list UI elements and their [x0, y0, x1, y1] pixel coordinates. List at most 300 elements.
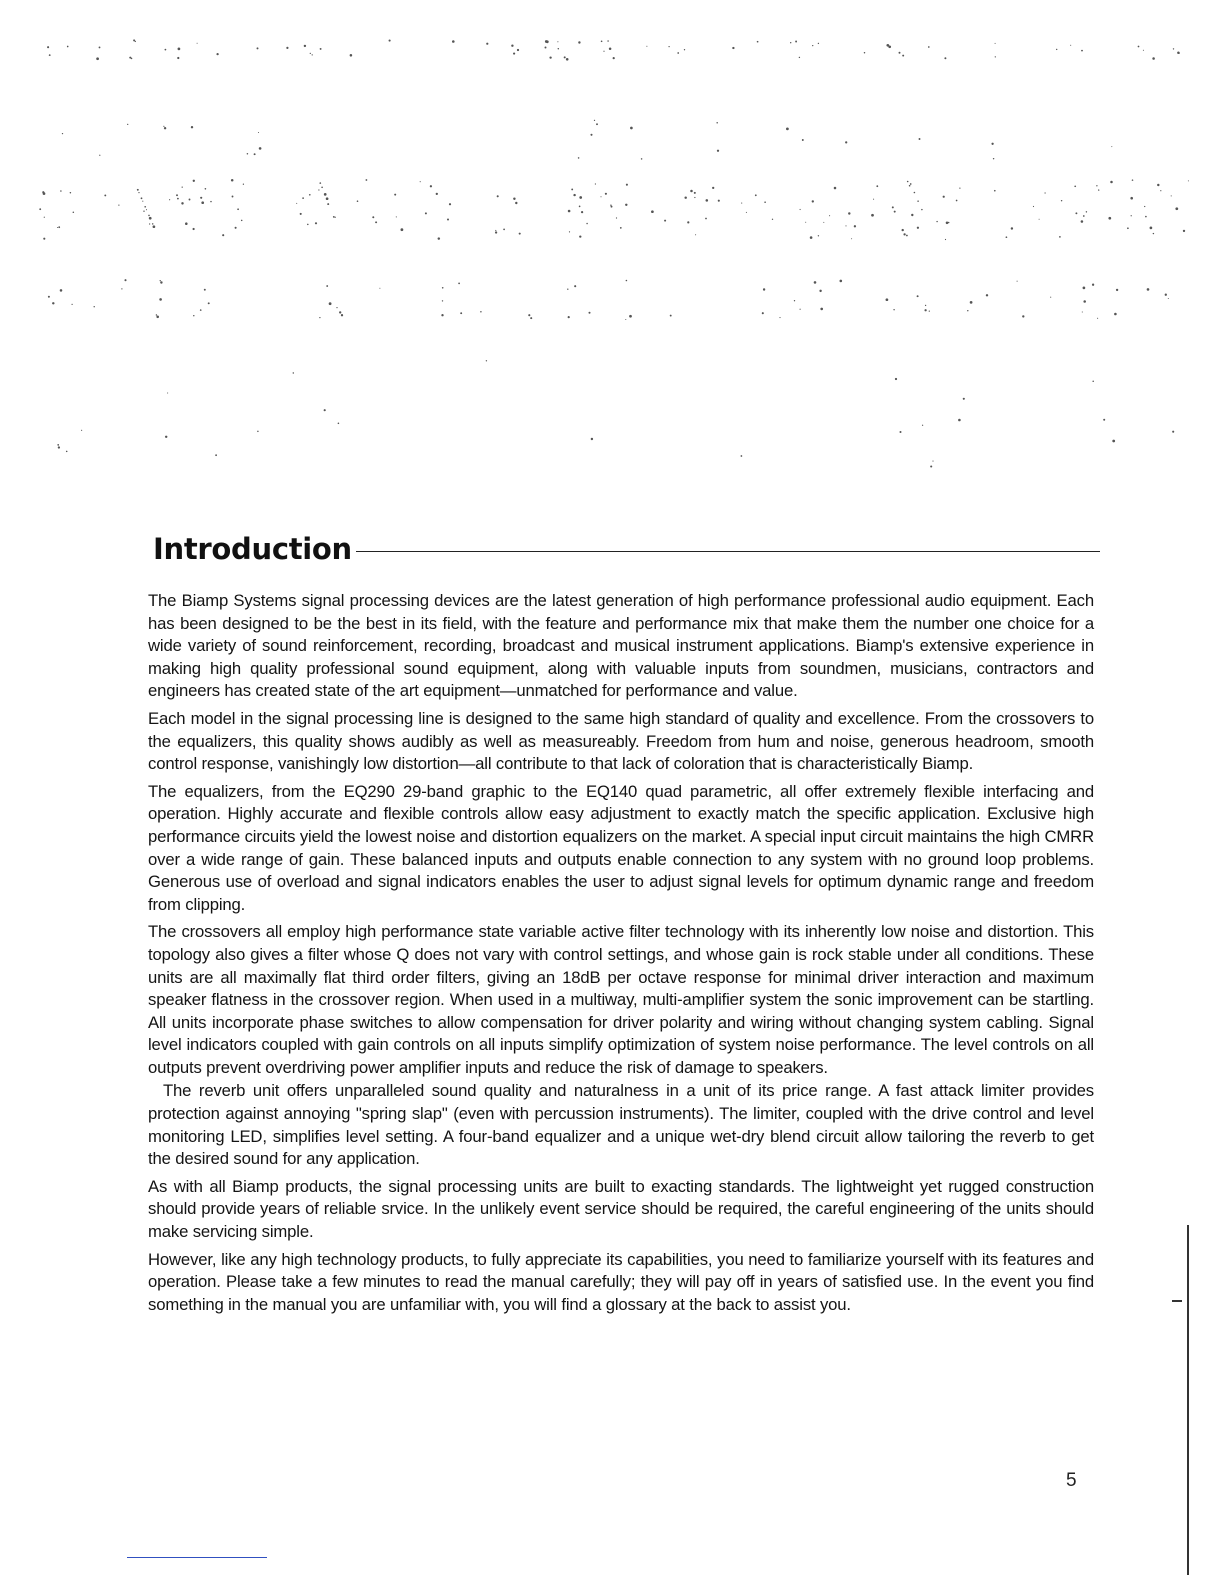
scan-speck — [495, 230, 496, 231]
scan-speck — [144, 206, 146, 208]
scan-speck — [800, 209, 801, 210]
scan-speck — [779, 317, 780, 318]
scan-speck — [651, 210, 654, 213]
scan-speck — [52, 302, 54, 304]
scan-speck — [231, 179, 234, 182]
scan-speck — [1153, 233, 1154, 234]
scan-speck — [591, 438, 593, 440]
scan-speck — [1061, 200, 1062, 201]
scan-speck — [165, 49, 167, 51]
scan-speck — [401, 228, 404, 231]
scan-speck — [630, 127, 633, 130]
scan-speck — [772, 219, 773, 220]
scan-speck — [684, 49, 685, 50]
scan-speck — [594, 120, 595, 121]
scan-speck — [626, 184, 628, 186]
scan-speck — [684, 196, 686, 198]
scan-speck — [595, 183, 596, 184]
scan-speck — [917, 295, 919, 297]
scan-speck — [899, 431, 901, 433]
scan-speck — [919, 138, 921, 140]
scan-speck — [318, 189, 319, 190]
scan-speck — [902, 55, 904, 57]
scan-speck — [741, 203, 742, 204]
margin-scan-line — [1187, 1225, 1189, 1575]
scan-speck — [189, 199, 191, 201]
scan-speck — [1108, 217, 1111, 220]
scan-speck — [1039, 219, 1040, 220]
scan-speck — [67, 46, 69, 48]
scan-speck — [718, 200, 720, 202]
scan-speck — [259, 147, 262, 150]
scan-speck — [519, 233, 521, 235]
scan-speck — [994, 190, 996, 192]
scan-speck — [1172, 431, 1174, 433]
scan-speck — [163, 126, 164, 127]
scan-speck — [802, 139, 804, 141]
scan-speck — [254, 153, 256, 155]
scan-speck — [690, 190, 693, 193]
scan-speck — [928, 46, 930, 48]
scan-speck — [1160, 190, 1161, 191]
scan-speck — [1103, 419, 1105, 421]
scan-speck — [1112, 440, 1115, 443]
scan-speck — [49, 54, 51, 56]
scan-speck — [871, 214, 874, 217]
scan-speck — [812, 200, 814, 202]
scan-speck — [888, 45, 891, 48]
scan-speck — [664, 220, 666, 222]
scan-speck — [932, 461, 933, 462]
scan-speck — [1050, 297, 1051, 298]
scan-speck — [818, 43, 819, 44]
scan-speck — [327, 203, 329, 205]
scan-speck — [118, 205, 119, 206]
scan-speck — [574, 285, 576, 287]
scan-speck — [204, 289, 206, 291]
scan-speck — [845, 141, 847, 143]
scan-speck — [573, 194, 575, 196]
scan-speck — [335, 217, 336, 218]
scan-speck — [894, 211, 896, 213]
scan-speck — [164, 127, 166, 129]
scan-speck — [449, 203, 451, 205]
scan-speck — [922, 425, 923, 426]
scan-speck — [121, 288, 122, 289]
scan-speck — [600, 196, 601, 197]
scan-speck — [911, 214, 913, 216]
scan-speck — [1165, 294, 1167, 296]
scan-speck — [944, 57, 946, 59]
scan-speck — [545, 47, 547, 49]
scan-speck — [794, 300, 795, 301]
scan-speck — [181, 202, 183, 204]
scan-speck — [924, 309, 926, 311]
scan-speck — [169, 199, 170, 200]
scan-speck — [818, 235, 819, 236]
scan-speck — [339, 311, 341, 313]
scan-speck — [232, 196, 234, 198]
scan-speck — [182, 186, 183, 187]
scan-speck — [309, 194, 311, 196]
scan-speck — [581, 211, 583, 213]
scan-speck — [379, 288, 380, 289]
scan-speck — [864, 52, 865, 53]
scan-speck — [569, 231, 570, 232]
scan-speck — [210, 201, 211, 202]
scan-speck — [73, 211, 75, 213]
scan-speck — [810, 236, 813, 239]
scan-speck — [1022, 315, 1024, 317]
scan-speck — [1092, 284, 1094, 286]
body-text — [148, 590, 1094, 1321]
scan-speck — [1111, 146, 1112, 147]
footnote-rule — [127, 1557, 267, 1558]
scan-speck — [1083, 215, 1085, 217]
scan-speck — [578, 157, 580, 159]
scan-speck — [917, 200, 919, 202]
scan-speck — [1081, 50, 1083, 52]
scan-speck — [995, 56, 996, 57]
scan-speck — [365, 179, 367, 181]
scan-speck — [137, 189, 139, 191]
scan-speck — [200, 309, 202, 311]
scan-speck — [47, 46, 49, 48]
scan-speck — [1075, 212, 1077, 214]
scan-speck — [907, 181, 909, 183]
scan-speck — [302, 197, 304, 199]
scan-speck — [193, 228, 195, 230]
scan-speck — [60, 190, 62, 192]
scan-speck — [805, 222, 806, 223]
scan-speck — [607, 40, 609, 42]
scan-speck — [626, 280, 628, 282]
scan-speck — [319, 317, 320, 318]
scan-speck — [160, 281, 162, 283]
scan-speck — [605, 193, 607, 195]
scan-speck — [991, 143, 993, 145]
scan-speck — [956, 200, 958, 202]
scan-speck — [876, 185, 878, 187]
scan-speck — [197, 43, 198, 44]
scan-speck — [819, 290, 821, 292]
scan-speck — [167, 392, 168, 393]
scan-speck — [1017, 281, 1018, 282]
scan-speck — [571, 188, 573, 190]
section-heading-row — [153, 526, 1100, 566]
scan-speck — [486, 43, 488, 45]
scan-speck — [57, 227, 58, 228]
scan-speck — [1083, 300, 1086, 303]
scan-speck — [943, 196, 945, 198]
scan-speck — [1097, 318, 1098, 319]
scan-speck — [892, 206, 894, 208]
scan-speck — [945, 239, 946, 240]
scan-speck — [442, 300, 443, 301]
paragraph-crossovers: The crossovers all employ high performance state variable active filter technology with its inherently low noise and distortion. This topology also gives a filter whose Q does not vary with control settings, and whose gain is rock stable under all conditions. These units are all maximally flat third order filters, giving an 18dB per octave response for minimal driver interaction and maximum speaker flatness in the crossover region. When used in a multiway, multi-amplifier system the sonic improvement can be startling. All units incorporate phase switches to allow compensation for driver polarity and wiring without changing system cabling. Signal level indicators coupled with gain controls on all inputs simplify optimization of system noise performance. The level controls on all outputs prevent overdriving power amplifier inputs and reduce the risk of damage to speakers. — [148, 922, 1094, 1077]
scan-speck — [893, 309, 894, 310]
scan-speck — [1098, 189, 1099, 190]
scan-speck — [185, 222, 188, 225]
scan-speck — [319, 182, 321, 184]
scan-speck — [324, 409, 326, 411]
scan-speck — [568, 316, 570, 318]
scan-speck — [315, 222, 317, 224]
scan-speck — [790, 42, 791, 43]
scan-speck — [142, 201, 143, 202]
scan-speck — [458, 283, 460, 285]
scan-speck — [159, 298, 162, 301]
scan-speck — [517, 49, 519, 51]
scan-speck — [694, 192, 696, 194]
scan-speck — [629, 315, 632, 318]
scan-speck — [326, 285, 328, 287]
scan-speck — [1086, 211, 1087, 212]
scan-speck — [620, 227, 622, 229]
scan-speck — [557, 41, 558, 42]
scan-speck — [1074, 185, 1076, 187]
scan-speck — [566, 58, 569, 61]
scan-speck — [929, 310, 930, 311]
scan-speck — [757, 41, 759, 43]
scan-speck — [1171, 195, 1172, 196]
scan-speck — [247, 153, 249, 155]
scan-speck — [812, 45, 813, 46]
scan-speck — [447, 218, 449, 220]
scan-speck — [1130, 197, 1133, 200]
scan-speck — [143, 210, 144, 211]
paragraph-quality: Each model in the signal processing line is designed to the same high standard of quality and excellence. From the crossovers to the equalizers, this quality shows audibly as well as measureably. Freedom from hum and noise, generous headroom, smooth control response, vanishingly low distortion—all contribute to that lack of coloration that is characteristically Biamp. — [148, 708, 1094, 774]
scan-speck — [601, 40, 603, 42]
scan-speck — [326, 197, 329, 200]
scan-speck — [43, 192, 46, 195]
scan-speck — [906, 235, 908, 237]
scan-speck — [515, 202, 517, 204]
scan-speck — [1178, 53, 1179, 54]
scan-speck — [135, 41, 136, 42]
scan-speck — [497, 195, 499, 197]
scan-speck — [609, 48, 612, 51]
scan-speck — [66, 451, 68, 453]
scan-speck — [420, 181, 421, 182]
scan-speck — [1157, 184, 1159, 186]
scan-speck — [148, 215, 150, 217]
scan-speck — [1070, 45, 1071, 46]
scan-speck — [694, 197, 695, 198]
scan-speck — [48, 296, 50, 298]
scan-speck — [124, 279, 126, 281]
scan-speck — [986, 294, 988, 296]
scan-speck — [156, 314, 157, 315]
scan-speck — [1131, 215, 1132, 216]
scan-speck — [333, 216, 335, 218]
scan-speck — [914, 192, 916, 194]
scan-speck — [495, 231, 497, 233]
scan-speck — [586, 223, 588, 225]
scan-speck — [177, 57, 179, 59]
scan-speck — [1183, 230, 1185, 232]
scan-speck — [286, 47, 288, 49]
scan-speck — [1152, 57, 1155, 60]
scan-speck — [746, 212, 747, 213]
scan-speck — [588, 312, 590, 314]
scan-speck — [258, 132, 259, 133]
scan-speck — [336, 307, 337, 308]
scan-speck — [193, 315, 194, 316]
scan-speck — [1132, 179, 1134, 181]
scan-speck — [321, 187, 323, 189]
scan-speck — [786, 128, 789, 131]
scan-speck — [503, 229, 505, 231]
scan-speck — [99, 155, 100, 156]
scan-speck — [341, 314, 343, 316]
scan-speck — [1150, 227, 1153, 230]
scan-speck — [205, 188, 207, 190]
scan-speck — [131, 58, 132, 59]
scan-speck — [513, 197, 515, 199]
scan-speck — [646, 46, 647, 47]
scan-speck — [257, 431, 258, 432]
scan-speck — [1033, 206, 1034, 207]
scan-speck — [741, 455, 743, 457]
scan-speck — [1082, 311, 1083, 312]
scan-speck — [829, 215, 830, 216]
scan-speck — [320, 48, 322, 50]
scan-speck — [452, 40, 455, 43]
scan-speck — [57, 444, 59, 446]
scan-speck — [1006, 236, 1008, 238]
scan-speck — [237, 208, 239, 210]
scan-speck — [1096, 185, 1097, 186]
scan-speck — [191, 126, 193, 128]
scan-speck — [178, 48, 181, 51]
scan-speck — [549, 56, 551, 58]
scan-speck — [201, 201, 204, 204]
scan-speck — [764, 201, 766, 203]
scan-speck — [712, 187, 714, 189]
scan-speck — [1175, 207, 1178, 210]
scan-speck — [350, 54, 353, 57]
scan-speck — [705, 218, 707, 220]
scan-speck — [716, 122, 718, 124]
scan-speck — [329, 302, 332, 305]
scan-speck — [530, 317, 532, 319]
scan-speck — [695, 234, 696, 235]
scan-speck — [959, 187, 960, 188]
scan-speck — [895, 378, 897, 380]
scan-speck — [616, 217, 617, 218]
paragraph-intro: The Biamp Systems signal processing devices are the latest generation of high performance professional audio equipment. Each has been designed to be the best in its field, with the feature and performance mix that make them the number one choice for a wide variety of sound reinforcement, recording, broadcast and musical instrument applications. Biamp's extensive experience in making high quality professional sound equipment, along with valuable inputs from soundmen, musicians, contractors and engineers has created state of the art equipment—unmatched for performance and value. — [148, 591, 1094, 701]
scan-speck — [62, 133, 63, 134]
scan-speck — [310, 53, 311, 54]
scan-speck — [222, 234, 224, 236]
paragraph-construction: As with all Biamp products, the signal processing units are built to exacting standards. The lightweight yet rugged construction should provide years of reliable srvice. In the unlikely event service should be required, the careful engineering of the units should make servicing simple. — [148, 1176, 1094, 1242]
scan-speck — [625, 319, 626, 320]
scan-speck — [925, 305, 926, 306]
scan-speck — [840, 280, 843, 283]
scan-speck — [568, 210, 571, 213]
scan-speck — [545, 40, 548, 43]
scan-speck — [687, 221, 689, 223]
scan-speck — [513, 53, 515, 55]
scan-speck — [81, 430, 82, 431]
scan-speck — [193, 180, 195, 182]
scan-speck — [1011, 227, 1013, 229]
scan-speck — [300, 213, 302, 215]
scan-speck — [304, 45, 306, 47]
scan-speck — [717, 150, 719, 152]
scan-speck — [1144, 206, 1145, 207]
scan-speck — [795, 41, 797, 43]
scan-speck — [480, 311, 482, 313]
scan-speck — [845, 225, 846, 226]
scan-speck — [1168, 298, 1169, 299]
scan-speck — [127, 124, 128, 125]
scan-speck — [590, 134, 592, 136]
scan-speck — [149, 217, 152, 220]
scan-speck — [44, 217, 45, 218]
scan-speck — [670, 315, 672, 317]
paragraph-equalizers: The equalizers, from the EQ290 29-band graphic to the EQ140 quad parametric, all offer extremely flexible interfacing and operation. Highly accurate and flexible controls allow easy adjustment to exactly match the specific application. Exclusive high performance circuits yield the lowest noise and distortion equalizers on the market. A special input circuit maintains the high CMRR over a wide range of gain. These balanced inputs and outputs enable connection to any system with no ground loop problems. Generous use of overload and signal indicators enables the user to adjust signal levels for optimum dynamic range and freedom from clipping. — [148, 781, 1094, 914]
scan-speck — [677, 52, 679, 54]
scan-speck — [579, 206, 581, 208]
scan-speck — [156, 316, 159, 319]
scan-speck — [138, 192, 139, 193]
scan-speck — [1081, 220, 1084, 223]
scan-speck — [200, 197, 202, 199]
scan-speck — [1083, 287, 1086, 290]
scan-speck — [1114, 313, 1117, 316]
scan-speck — [848, 212, 850, 214]
scan-speck — [396, 216, 397, 217]
paragraph-reverb: The reverb unit offers unparalleled sound quality and naturalness in a unit of its price range. A fast attack limiter provides protection against annoying "spring slap" (even with percussion instruments). The limiter, coupled with the drive control and level monitoring LED, simplifies level setting. A four-band equalizer and a unique wet-dry blend circuit allow tailoring the reverb to get the desired sound for any application. — [148, 1081, 1094, 1169]
scan-speck — [1138, 46, 1140, 48]
scan-speck — [96, 57, 99, 60]
scan-speck — [903, 233, 905, 235]
scan-speck — [668, 46, 669, 47]
scan-speck — [160, 280, 161, 281]
scan-speck — [442, 287, 444, 289]
scan-speck — [357, 200, 359, 202]
scan-speck — [438, 237, 440, 239]
scan-speck — [460, 312, 462, 314]
scan-speck — [176, 194, 178, 196]
scan-speck — [603, 51, 604, 52]
scan-speck — [820, 308, 823, 311]
scan-speck — [567, 289, 568, 290]
heading-rule — [356, 551, 1100, 552]
scan-speck — [1056, 49, 1057, 50]
scan-speck — [886, 298, 889, 301]
scan-speck — [296, 203, 297, 204]
scan-speck — [215, 454, 217, 456]
scan-noise — [0, 0, 1224, 500]
scan-speck — [763, 288, 765, 290]
scan-speck — [312, 54, 313, 55]
scan-speck — [99, 46, 101, 48]
scan-speck — [993, 158, 994, 159]
scan-speck — [814, 281, 817, 284]
scan-speck — [43, 238, 45, 240]
scan-speck — [851, 238, 852, 239]
scan-speck — [338, 423, 340, 425]
scan-speck — [963, 398, 965, 400]
scan-speck — [1173, 48, 1174, 49]
scan-speck — [149, 223, 150, 224]
scan-speck — [1110, 181, 1113, 184]
scan-speck — [1116, 289, 1118, 291]
scan-speck — [430, 185, 432, 187]
